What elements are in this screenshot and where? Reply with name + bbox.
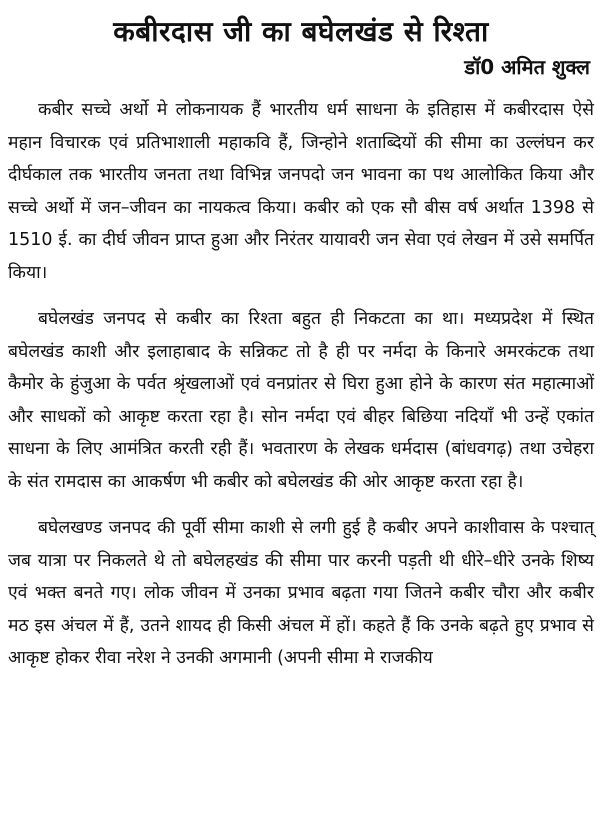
paragraph-3: बघेलखण्ड जनपद की पूर्वी सीमा काशी से लगी हुई है कबीर अपने काशीवास के पश्चात् जब यात्रा पर निकलते थे तो बघेलहखंड की सीमा पार करनी पड़ती थी धीरे–धीरे उनके शिष्य एवं भक्त बनते गए। लोक जीवन में उनका प्रभाव बढ़ता गया जितने कबीर चौरा और कबीर मठ इस अंचल में हैं, उतने शायद ही किसी अंचल में हों। कहते हैं कि उनके बढ़ते हुए प्रभाव से आकृष्ट होकर रीवा नरेश ने उनकी अगमानी (अपनी सीमा मे राजकीय: [8, 518, 594, 668]
article-title: कबीरदास जी का बघेलखंड से रिश्ता: [113, 15, 489, 48]
paragraph-1: कबीर सच्चे अर्थो मे लोकनायक हैं भारतीय धर्म साधना के इतिहास में कबीरदास ऐसे महान विचारक एवं प्रतिभाशाली महाकवि हैं, जिन्होने शताब्दियों की सीमा का उल्लंघन कर दीर्घकाल तक भारतीय जनता तथा विभिन्न जनपदो जन भावना का पथ आलोकित किया और सच्चे अर्थो में जन–जीवन का नायकत्व किया। कबीर को एक सौ बीस वर्ष अर्थात 1398 से 1510 ई. का दीर्घ जीवन प्राप्त हुआ और निरंतर यायावरी जन सेवा एवं लेखन में उसे समर्पित किया।: [8, 100, 594, 283]
paragraph-2: बघेलखंड जनपद से कबीर का रिश्ता बहुत ही निकटता का था। मध्यप्रदेश में स्थित बघेलखंड काशी और इलाहाबाद के सन्निकट तो है ही पर नर्मदा के किनारे अमरकंटक तथा कैमोर के हुंजुआ के पर्वत श्रृंखलाओं एवं वनप्रांतर से घिरा हुआ होने के कारण संत महात्माओं और साधकों को आकृष्ट करता रहा है। सोन नर्मदा एवं बीहर बिछिया नदियाँ भी उन्हें एकांत साधना के लिए आमंत्रित करती रही हैं। भवतारण के लेखक धर्मदास (बांधवगढ़) तथा उचेहरा के संत रामदास का आकर्षण भी कबीर को बघेलखंड की ओर आकृष्ट करता रहा है।: [8, 309, 594, 492]
author-name: डॉ0 अमित शुक्ल: [464, 55, 590, 79]
